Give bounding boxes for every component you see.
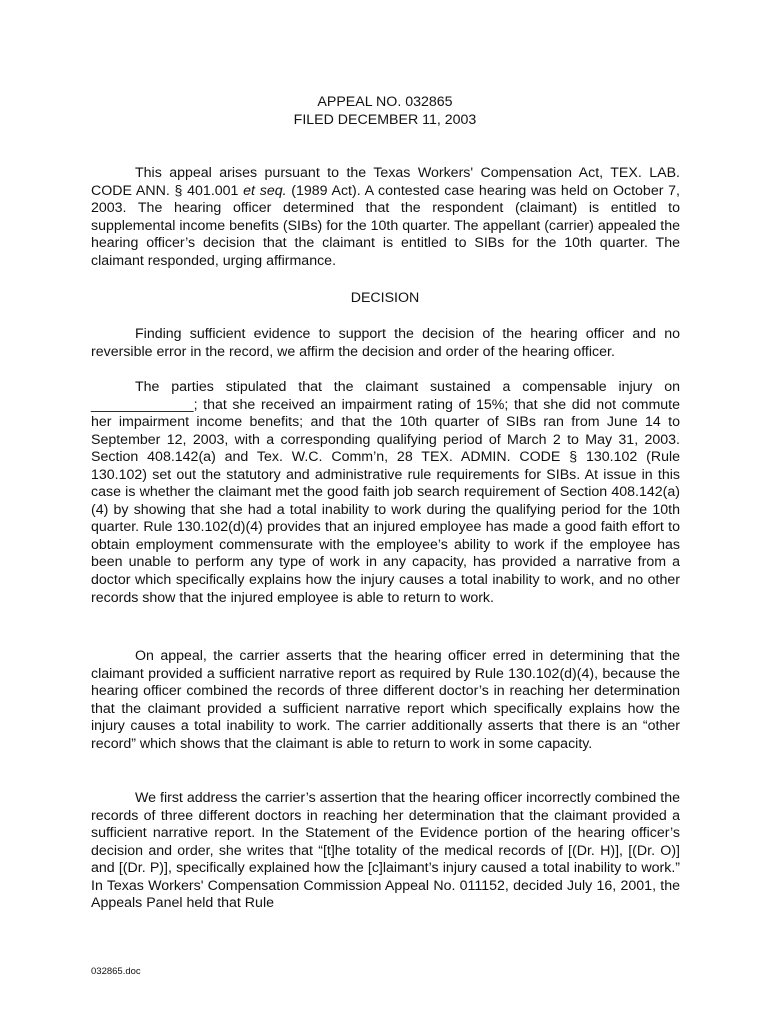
filed-date: FILED DECEMBER 11, 2003 [293, 112, 477, 128]
footer-filename: 032865.doc [91, 966, 141, 977]
decision-heading: DECISION [350, 290, 420, 306]
analysis-paragraph: We first address the carrier’s assertion that the hearing officer incorrectly combined the records of three different doctors in reaching her determination that the claimant provided a sufficient narrative report. In the Statement of the Evidence portion of the hearing officer’s decision and order, she writes that “[t]he totality of the medical records of [(Dr. H)], [(Dr. O)] and [(Dr. P)], specifically explained how the [c]laimant’s injury caused a total inability to work.” In Texas Workers' Compensation Commission Appeal No. 011152, decided July 16, 2001, the Appeals Panel held that Rule [91, 790, 680, 912]
appeal-number: APPEAL NO. 032865 [317, 94, 453, 110]
intro-italic-term: et seq. [243, 182, 287, 199]
carrier-appeal-paragraph: On appeal, the carrier asserts that the hearing officer erred in determining that the claimant provided a sufficient narrative report as required by Rule 130.102(d)(4), because the hearing officer combined the records of three different doctor’s in reaching her determination that the claimant provided a sufficient narrative report which specifically explains how the injury causes a total inability to work. The carrier additionally asserts that there is an “other record” which shows that the claimant is able to return to work in some capacity. [91, 648, 680, 752]
intro-paragraph [91, 165, 680, 270]
intro-text-start: This appeal arises pursuant to the Texas Workers' Compensation Act, TEX. LAB. CODE ANN. § 401.001 [91, 165, 680, 199]
decision-paragraph: Finding sufficient evidence to support the decision of the hearing officer and no reversible error in the record, we affirm the decision and order of the hearing officer. [91, 326, 680, 360]
intro-text-end: (1989 Act). A contested case hearing was held on October 7, 2003. The hearing officer determined that the respondent (claimant) is entitled to supplemental income benefits (SIBs) for the 10th quarter. The appellant (carrier) appealed the hearing officer’s decision that the claimant is entitled to SIBs for the 10th quarter. The claimant responded, urging affirmance. [91, 182, 680, 269]
stipulations-paragraph: The parties stipulated that the claimant sustained a compensable injury on _____________; that she received an impairment rating of 15%; that she did not commute her impairment income benefits; and that the 10th quarter of SIBs ran from June 14 to September 12, 2003, with a corresponding qualifying period of March 2 to May 31, 2003. Section 408.142(a) and Tex. W.C. Comm’n, 28 TEX. ADMIN. CODE § 130.102 (Rule 130.102) set out the statutory and administrative rule requirements for SIBs. At issue in this case is whether the claimant met the good faith job search requirement of Section 408.142(a)(4) by showing that she had a total inability to work during the qualifying period for the 10th quarter. Rule 130.102(d)(4) provides that an injured employee has made a good faith effort to obtain employment commensurate with the employee’s ability to work if the employee has been unable to perform any type of work in any capacity, has provided a narrative from a doctor which specifically explains how the injury causes a total inability to work, and no other records show that the injured employee is able to return to work. [91, 379, 680, 606]
